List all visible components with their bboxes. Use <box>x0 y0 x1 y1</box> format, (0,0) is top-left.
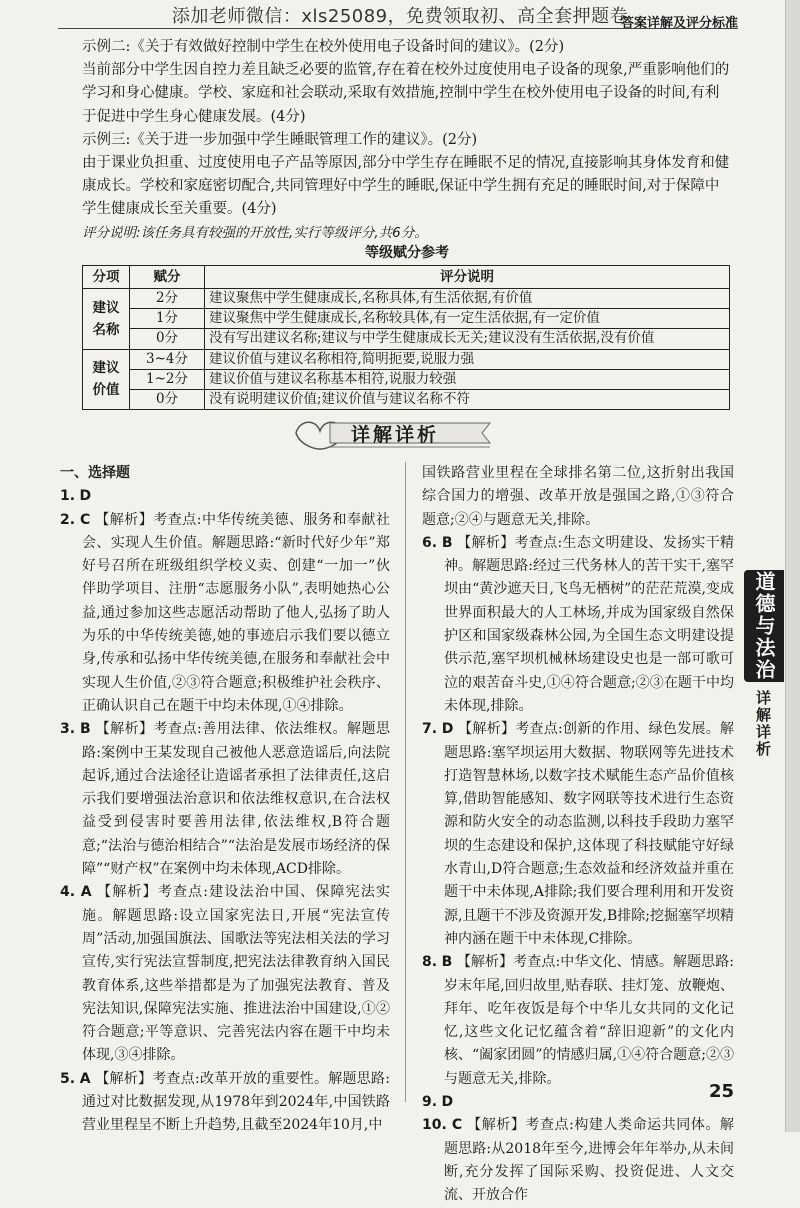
table-row <box>83 309 730 329</box>
answer-item <box>422 532 734 718</box>
item-answer: C <box>451 1117 463 1134</box>
table-row <box>83 369 730 389</box>
group-value-label: 建议价值 <box>83 349 130 410</box>
answer-item <box>60 485 390 508</box>
score-cell: 1分 <box>130 309 205 329</box>
table-title: 等级赋分参考 <box>365 245 449 261</box>
grading-table <box>82 265 730 410</box>
table-header-row <box>83 266 730 289</box>
table-row <box>83 329 730 349</box>
description-cell: 没有说明建议价值;建议价值与建议名称不符 <box>205 389 730 409</box>
subject-tab: 道德与法治 <box>744 570 784 682</box>
left-column <box>60 462 390 1138</box>
item-explanation: 【解析】考查点:改革开放的重要性。解题思路:通过对比数据发现,从1978年到2024年,中国铁路营业里程呈不断上升趋势,且截至2024年10月,中 <box>82 1070 390 1134</box>
column-divider <box>405 462 406 1102</box>
description-cell: 建议聚焦中学生健康成长,名称较具体,有一定生活依据,有一定价值 <box>205 309 730 329</box>
scoring-note: 评分说明:该任务具有较强的开放性,实行等级评分,共6分。 <box>82 224 428 241</box>
item-explanation: 【解析】考查点:中华文化、情感。解题思路:岁末年尾,回归故里,贴春联、挂灯笼、放鞭炮、拜年、吃年夜饭是每个中华儿女共同的文化记忆,这些文化记忆蕴含着“辞旧迎新”的文化内核、“阖家团圆”的情感归属,①④符合题意;②③与题意无关,排除。 <box>444 954 735 1087</box>
answer-item <box>422 1091 734 1114</box>
header-title: 答案详解及评分标准 <box>620 16 738 31</box>
item-number: 3. <box>60 721 76 738</box>
side-section-label: 详解详析 <box>754 690 772 758</box>
answer-item <box>422 951 734 1091</box>
item-number: 6. <box>422 534 438 551</box>
score-cell: 2分 <box>130 289 205 309</box>
answer-item <box>60 718 390 881</box>
item-number: 2. <box>60 511 76 528</box>
sample-3-title: 示例三:《关于进一步加强中学生睡眠管理工作的建议》。(2分) <box>82 131 478 148</box>
table-row <box>83 349 730 369</box>
item-answer: D <box>441 721 454 738</box>
item-answer: B <box>441 534 453 551</box>
score-cell: 0分 <box>130 389 205 409</box>
group-name-label: 建议名称 <box>83 289 130 350</box>
description-cell: 建议价值与建议名称基本相符,说服力较强 <box>205 369 730 389</box>
section-banner <box>290 415 500 451</box>
item-number: 9. <box>422 1094 438 1111</box>
table-row <box>83 289 730 309</box>
answer-item <box>422 1114 734 1207</box>
item-number: 1. <box>60 488 76 505</box>
section-heading: 一、选择题 <box>60 465 130 481</box>
item-answer: D <box>441 1094 454 1111</box>
sample-answers <box>82 36 732 245</box>
item-explanation: 【解析】考查点:中华传统美德、服务和奉献社会、实现人生价值。解题思路:“新时代好少年”郑好号召所在班级组织学校义卖、创建“一加一”伙伴助学项目、注册“志愿服务小队”,表明她热心公益,通过参加这些志愿活动帮助了他人,弘扬了助人为乐的中华传统美德,她的事迹启示我们要以德立身,传承和弘扬中华传统美德,在服务和奉献社会中实现人生价值,②③符合题意;积极维护社会秩序、正确认识自己在题干中均未体现,①④排除。 <box>82 511 390 714</box>
header-score: 赋分 <box>130 266 205 289</box>
description-cell: 建议聚焦中学生健康成长,名称具体,有生活依据,有价值 <box>205 289 730 309</box>
item-number: 5. <box>60 1070 76 1087</box>
description-cell: 建议价值与建议名称相符,简明扼要,说服力强 <box>205 349 730 369</box>
answer-item <box>422 718 734 951</box>
item-answer: C <box>80 511 91 528</box>
item-answer: B <box>441 954 453 971</box>
answer-item <box>60 1068 390 1138</box>
header-category: 分项 <box>83 266 130 289</box>
score-cell: 1~2分 <box>130 369 205 389</box>
right-column <box>422 462 734 1208</box>
item-number: 8. <box>422 954 438 971</box>
header-description: 评分说明 <box>205 266 730 289</box>
item-explanation: 【解析】考查点:善用法律、依法维权。解题思路:案例中王某发现自己被他人恶意造谣后,向法院起诉,通过合法途径让造谣者承担了法律责任,这启示我们要增强法治意识和依法维权意识,在合法权益受到侵害时要善用法律,依法维权,B符合题意;“法治与德治相结合”“法治是发展市场经济的保障”“财产权”在案例中均未体现,ACD排除。 <box>82 721 390 878</box>
item-explanation: 【解析】考查点:创新的作用、绿色发展。解题思路:塞罕坝运用大数据、物联网等先进技术打造智慧林场,以数字技术赋能生态产品价值核算,借助智能感知、数字网联等技术进行生态资源和防火安全的动态监测,以科技手段助力塞罕坝的生态建设和保护,这体现了科技赋能守好绿水青山,D符合题意;生态效益和经济效益并重在题干中未体现,A排除;我们要合理利用和开发资源,且题干不涉及资源开发,B排除;挖掘塞罕坝精神内涵在题干中未体现,C排除。 <box>444 721 735 947</box>
header-rule <box>58 28 738 29</box>
item-number: 7. <box>422 721 438 738</box>
description-cell: 没有写出建议名称;建议与中学生健康成长无关;建议没有生活依据,没有价值 <box>205 329 730 349</box>
sample-2-body: 当前部分中学生因自控力差且缺乏必要的监管,存在着在校外过度使用电子设备的现象,严重影响他们的学习和身心健康。学校、家庭和社会联动,采取有效措施,控制中学生在校外使用电子设备的时间,有利于促进中学生身心健康发展。(4分) <box>82 62 730 125</box>
item-explanation: 【解析】考查点:构建人类命运共同体。解题思路:从2018年至今,进博会年年举办,从未间断,充分发挥了国际采购、投资促进、人文交流、开放合作 <box>444 1117 734 1204</box>
item-answer: D <box>79 488 92 505</box>
sample-2-title: 示例二:《关于有效做好控制中学生在校外使用电子设备时间的建议》。(2分) <box>82 39 565 55</box>
table-row <box>83 389 730 409</box>
item-answer: B <box>80 721 91 738</box>
item-number: 10. <box>422 1117 447 1134</box>
page-number: 25 <box>708 1081 734 1102</box>
item-number: 4. <box>60 884 76 901</box>
score-cell: 3~4分 <box>130 349 205 369</box>
score-cell: 0分 <box>130 329 205 349</box>
item-explanation: 【解析】考查点:生态文明建设、发扬实干精神。解题思路:经过三代务林人的苦干实干,塞罕坝由“黄沙遮天日,飞鸟无栖树”的茫茫荒漠,变成世界面积最大的人工林场,并成为国家级自然保护区和国家级森林公园,为全国生态文明建设提供示范,塞罕坝机械林场建设史也是一部可歌可泣的艰苦奋斗史,①④符合题意;②③在题干中均未体现,排除。 <box>444 534 735 714</box>
banner-title: 详解详析 <box>350 424 439 446</box>
answer-item <box>60 509 390 719</box>
item-answer: A <box>79 1070 91 1087</box>
watermark-text: 添加老师微信：xls25089，免费领取初、高全套押题卷 <box>171 6 629 27</box>
item-continuation: 国铁路营业里程在全球排名第二位,这折射出我国综合国力的增强、改革开放是强国之路,①③符合题意;②④与题意无关,排除。 <box>422 465 734 528</box>
item-answer: A <box>80 884 92 901</box>
sample-3-body: 由于课业负担重、过度使用电子产品等原因,部分中学生存在睡眠不足的情况,直接影响其身体发育和健康成长。学校和家庭密切配合,共同管理好中学生的睡眠,保证中学生拥有充足的睡眠时间,对于保障中学生健康成长至关重要。(4分) <box>82 155 730 218</box>
item-explanation: 【解析】考查点:建设法治中国、保障宪法实施。解题思路:设立国家宪法日,开展“宪法宣传周”活动,加强国旗法、国歌法等宪法相关法的学习宣传,实行宪法宣誓制度,把宪法法律教育纳入国民教育体系,这些举措都是为了加强宪法教育、普及宪法知识,保障宪法实施、推进法治中国建设,①②符合题意;平等意识、完善宪法内容在题干中均未体现,③④排除。 <box>82 884 391 1064</box>
answer-item <box>60 881 390 1067</box>
page-edge <box>785 0 800 1132</box>
